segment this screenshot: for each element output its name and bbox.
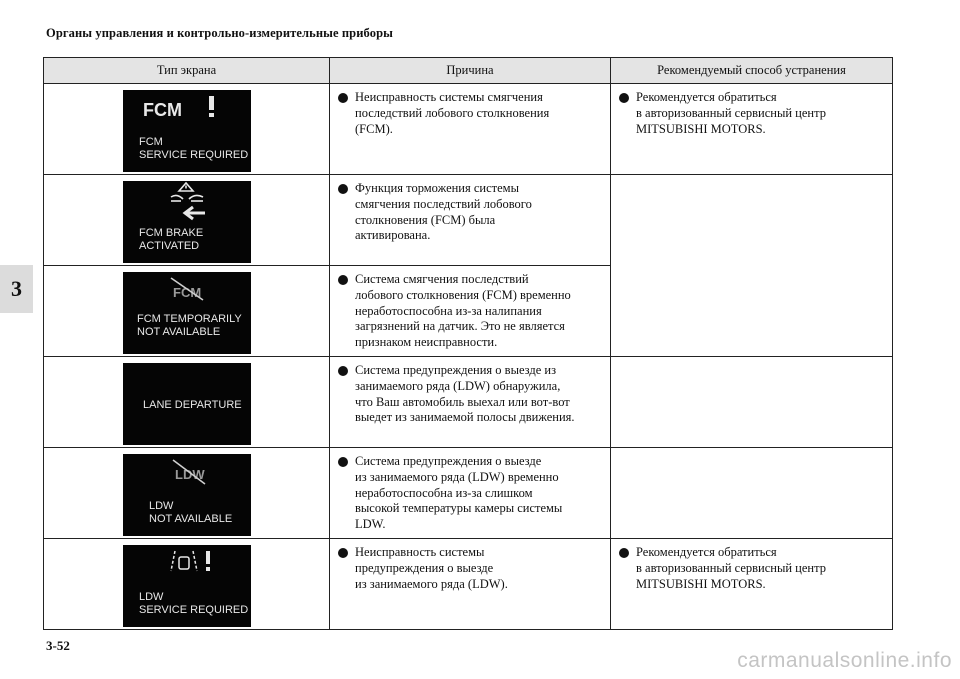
bullet-icon	[338, 457, 348, 467]
remedy-cell-empty	[611, 448, 893, 539]
table-row	[44, 539, 893, 630]
screen-line: LDW	[148, 500, 173, 512]
table-header-row	[44, 58, 893, 84]
cause-cell	[330, 357, 611, 448]
remedy-cell-empty	[611, 357, 893, 448]
screen-cell	[44, 539, 330, 630]
screen-line: ACTIVATED	[138, 240, 199, 252]
chapter-tab: 3	[0, 265, 33, 313]
screen-cell	[44, 266, 330, 357]
remedy-cell	[611, 84, 893, 175]
fcm-brake-screen	[123, 181, 251, 263]
lane-departure-screen	[123, 363, 251, 445]
table-row	[44, 448, 893, 539]
remedy-cell-empty	[611, 175, 893, 357]
fcm-unavailable-screen	[123, 272, 251, 354]
bullet-icon	[338, 548, 348, 558]
display-messages-table	[43, 57, 893, 630]
screen-line: FCM BRAKE	[138, 227, 203, 239]
cause-text: Неисправность системы предупреждения о выезде из занимаемого ряда (LDW).	[355, 545, 508, 591]
cause-cell	[330, 539, 611, 630]
bullet-icon	[338, 93, 348, 103]
fcm-big-label: FCM	[142, 100, 182, 120]
bullet-icon	[338, 275, 348, 285]
screen-line: FCM TEMPORARILY	[136, 313, 242, 325]
screen-cell	[44, 175, 330, 266]
remedy-text: Рекомендуется обратиться в авторизованный сервисный центр MITSUBISHI MOTORS.	[636, 90, 826, 136]
ldw-unavailable-screen	[123, 454, 251, 536]
watermark: carmanualsonline.info	[737, 649, 952, 672]
table-row	[44, 175, 893, 266]
remedy-text: Рекомендуется обратиться в авторизованный сервисный центр MITSUBISHI MOTORS.	[636, 545, 826, 591]
cause-cell	[330, 175, 611, 266]
column-header-screen-type: Тип экрана	[44, 58, 330, 84]
screen-cell	[44, 448, 330, 539]
table-row	[44, 84, 893, 175]
cause-cell	[330, 84, 611, 175]
cause-cell	[330, 448, 611, 539]
screen-line: LANE DEPARTURE	[142, 399, 242, 411]
screen-line: SERVICE REQUIRED	[138, 604, 248, 616]
fcm-warning-icon	[209, 96, 214, 117]
screen-line: LDW	[138, 591, 163, 603]
ldw-service-screen	[123, 545, 251, 627]
bullet-icon	[619, 548, 629, 558]
ldw-big-label: LDW	[174, 467, 205, 482]
screen-line: NOT AVAILABLE	[148, 513, 232, 525]
column-header-remedy: Рекомендуемый способ устранения	[611, 58, 893, 84]
screen-line: SERVICE REQUIRED	[138, 149, 248, 161]
cause-text: Система смягчения последствий лобового столкновения (FCM) временно неработоспособна из-за налипания загрязнений на датчик. Это не является признаком неисправности.	[355, 272, 571, 350]
column-header-cause: Причина	[330, 58, 611, 84]
fcm-big-label: FCM	[172, 285, 201, 300]
page-number: 3-52	[46, 638, 70, 653]
bullet-icon	[338, 366, 348, 376]
fcm-service-screen	[123, 90, 251, 172]
bullet-icon	[338, 184, 348, 194]
table-row	[44, 357, 893, 448]
screen-line: NOT AVAILABLE	[136, 326, 220, 338]
screen-line: FCM	[138, 136, 163, 148]
cause-text: Система предупреждения о выезде из занимаемого ряда (LDW) обнаружила, что Ваш автомобиль выехал или вот-вот выедет из занимаемой полосы движения.	[355, 363, 575, 425]
screen-cell	[44, 357, 330, 448]
page-header: Органы управления и контрольно-измерительные приборы	[46, 26, 393, 40]
cause-cell	[330, 266, 611, 357]
remedy-cell	[611, 539, 893, 630]
screen-cell	[44, 84, 330, 175]
cause-text: Система предупреждения о выезде из занимаемого ряда (LDW) временно неработоспособна из-за слишком высокой температуры камеры системы LDW.	[355, 454, 563, 532]
bullet-icon	[619, 93, 629, 103]
cause-text: Неисправность системы смягчения последствий лобового столкновения (FCM).	[355, 90, 550, 136]
cause-text: Функция торможения системы смягчения последствий лобового столкновения (FCM) была активирована.	[355, 181, 532, 243]
